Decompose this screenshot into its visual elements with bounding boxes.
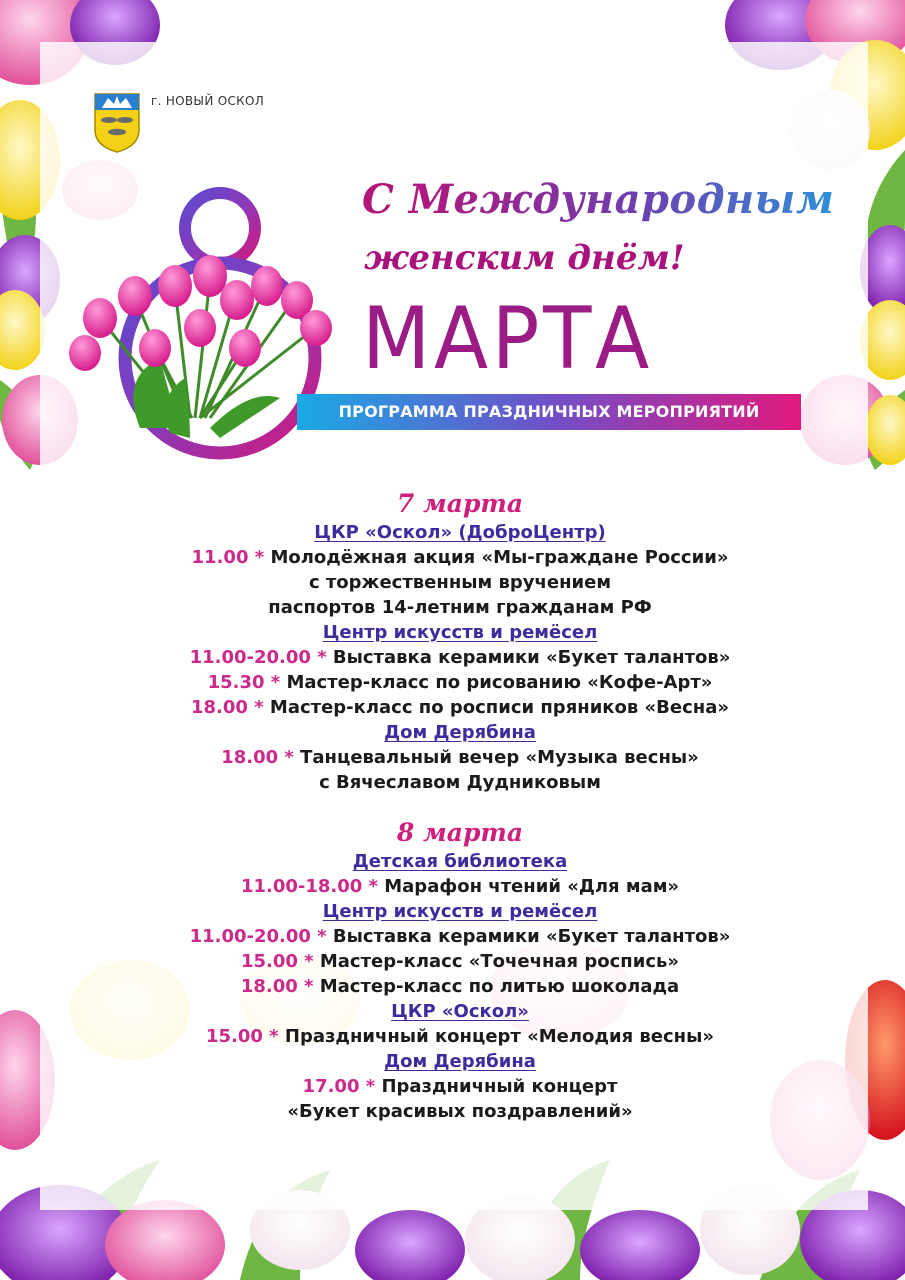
event-line [150, 1024, 770, 1049]
program-day-7 [150, 488, 770, 795]
venue-name: Центр искусств и ремёсел [322, 622, 598, 643]
event-line [150, 670, 770, 695]
event-line [150, 1074, 770, 1099]
event-line [150, 645, 770, 670]
event-time: 15.30 * [207, 672, 281, 693]
event-line [150, 745, 770, 770]
day-heading: 7 марта [396, 489, 524, 518]
venue-name: Детская библиотека [352, 851, 568, 872]
event-time: 18.00 * [240, 976, 314, 997]
event-title: Мастер-класс «Точечная роспись» [319, 951, 680, 972]
event-detail: «Букет красивых поздравлений» [287, 1101, 633, 1122]
event-time: 11.00-18.00 * [240, 876, 378, 897]
event-detail: паспортов 14-летним гражданам РФ [268, 597, 652, 618]
month-title: МАРТА [362, 289, 653, 389]
event-line [150, 949, 770, 974]
coat-of-arms-icon [92, 88, 142, 154]
event-detail: с торжественным вручением [308, 572, 612, 593]
event-detail: с Вячеславом Дудниковым [319, 772, 601, 793]
event-time: 17.00 * [302, 1076, 376, 1097]
event-title: Мастер-класс по росписи пряников «Весна» [269, 697, 729, 718]
venue-name: Центр искусств и ремёсел [322, 901, 598, 922]
event-line [150, 974, 770, 999]
event-title: Мастер-класс по литью шоколада [319, 976, 680, 997]
event-line [150, 874, 770, 899]
event-title: Выставка керамики «Букет талантов» [332, 647, 731, 668]
event-line [150, 924, 770, 949]
event-title: Праздничный концерт «Мелодия весны» [284, 1026, 715, 1047]
day-heading: 8 марта [396, 818, 524, 847]
event-title: Марафон чтений «Для мам» [384, 876, 680, 897]
event-title: Мастер-класс по рисованию «Кофе-Арт» [286, 672, 713, 693]
city-name: г. НОВЫЙ ОСКОЛ [151, 94, 265, 108]
program-day-8 [150, 817, 770, 1124]
program-banner: ПРОГРАММА ПРАЗДНИЧНЫХ МЕРОПРИЯТИЙ [297, 394, 801, 430]
event-line [150, 545, 770, 570]
event-time: 11.00-20.00 * [189, 926, 327, 947]
event-time: 11.00-20.00 * [189, 647, 327, 668]
venue-name: Дом Дерябина [384, 722, 536, 743]
event-time: 15.00 * [240, 951, 314, 972]
venue-name: ЦКР «Оскол» (ДоброЦентр) [314, 522, 606, 543]
event-title: Танцевальный вечер «Музыка весны» [300, 747, 699, 768]
event-line [150, 695, 770, 720]
event-time: 15.00 * [205, 1026, 279, 1047]
event-time: 18.00 * [221, 747, 294, 768]
greeting-line-1-rest: Международным [394, 176, 835, 223]
event-time: 11.00 * [191, 547, 265, 568]
venue-name: Дом Дерябина [384, 1051, 536, 1072]
greeting-line-2: женским днём! [364, 238, 685, 278]
event-title: Праздничный концерт [381, 1076, 618, 1097]
greeting-initial: С [362, 176, 395, 223]
event-time: 18.00 * [191, 697, 264, 718]
greeting-line-1 [362, 176, 834, 223]
event-title: Выставка керамики «Букет талантов» [332, 926, 731, 947]
venue-name: ЦКР «Оскол» [391, 1001, 529, 1022]
event-title: Молодёжная акция «Мы-граждане России» [270, 547, 729, 568]
